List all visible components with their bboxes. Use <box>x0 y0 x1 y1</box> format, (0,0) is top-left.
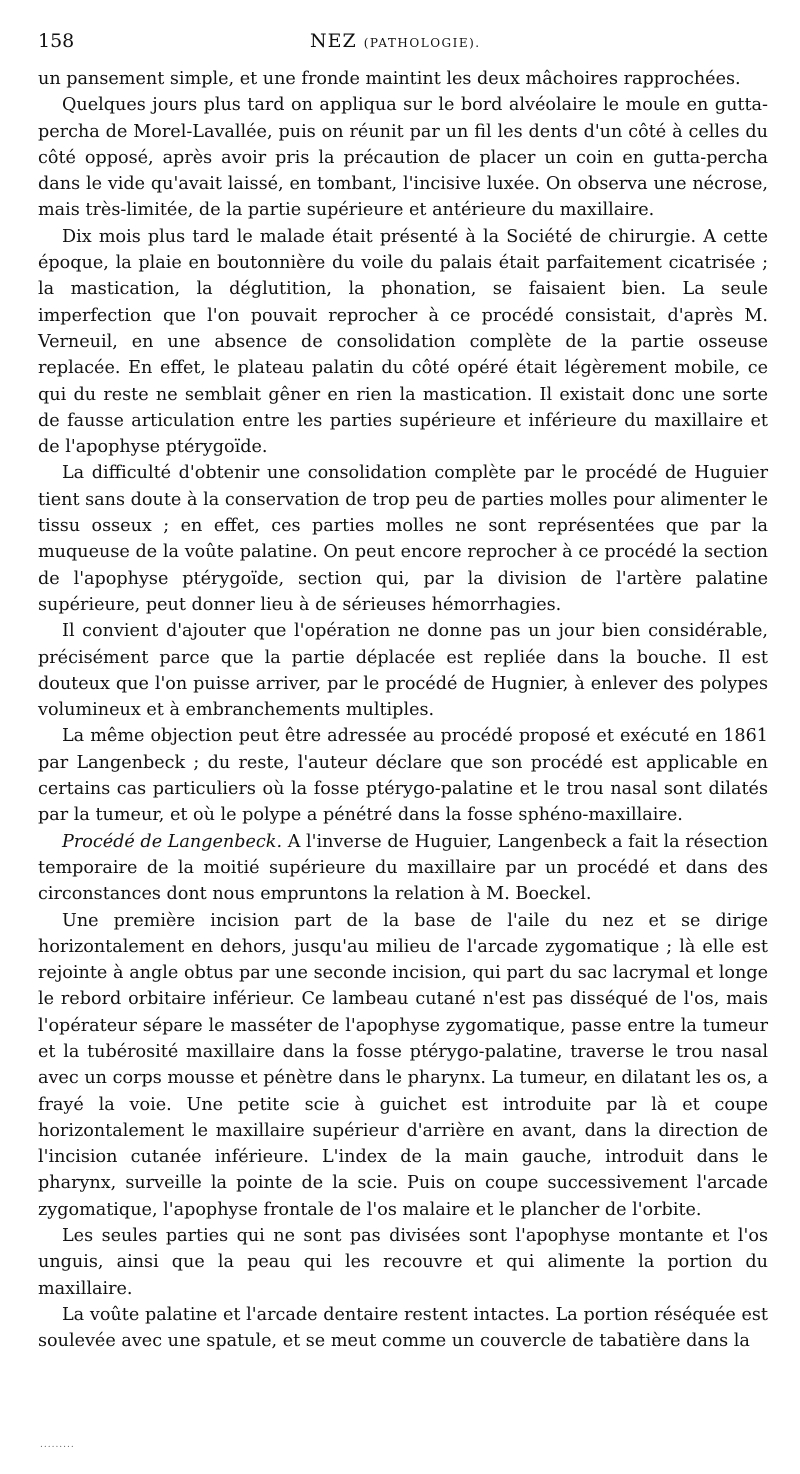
paragraph: Une première incision part de la base de l'aile du nez et se dirige horizontalement en dehors, jusqu'au milieu de l'arcade zygomatique ; là elle est rejointe à angle obtus par une seconde incision, qui part du sac lacrymal et longe le rebord orbitaire inférieur. Ce lambeau cutané n'est pas disséqué de l'os, mais l'opérateur sépare le masséter de l'apophyse zygomatique, passe entre la tumeur et la tubérosité maxillaire dans la fosse ptérygo-palatine, traverse le trou nasal avec un corps mousse et pénètre dans le pharynx. La tumeur, en dilatant les os, a frayé la voie. Une petite scie à guichet est introduite par là et coupe horizontalement le maxillaire supérieur d'arrière en avant, dans la direction de l'incision cutanée inférieure. L'index de la main gauche, introduit dans le pharynx, surveille la pointe de la scie. Puis on coupe successivement l'arcade zygomatique, l'apophyse frontale de l'os malaire et le plancher de l'orbite. <box>38 910 768 1220</box>
paragraph: Dix mois plus tard le malade était présenté à la Société de chirurgie. A cette époque, la plaie en boutonnière du voile du palais était parfaitement cicatrisée ; la mastication, la déglutition, la phonation, se faisaient bien. La seule imperfection que l'on pouvait reprocher à ce procédé consistait, d'après M. Verneuil, en une absence de consolidation complète de la partie osseuse replacée. En effet, le plateau palatin du côté opéré était légèrement mobile, ce qui du reste ne semblait gêner en rien la mastication. Il existait donc une sorte de fausse articulation entre les parties supérieure et inférieure du maxillaire et de l'apophyse ptérygoïde. <box>38 226 768 458</box>
paragraph: Il convient d'ajouter que l'opération ne donne pas un jour bien considérable, précisément parce que la partie déplacée est repliée dans la bouche. Il est douteux que l'on puisse arriver, par le procédé de Hugnier, à enlever des polypes volumineux et à embranchements multiples. <box>38 621 768 721</box>
paragraph: Quelques jours plus tard on appliqua sur le bord alvéolaire le moule en gutta-percha de Morel-Lavallée, puis on réunit par un fil les dents d'un côté à celles du côté opposé, après avoir pris la précaution de placer un coin en gutta-percha dans le vide qu'avait laissé, en tombant, l'incisive luxée. On observa une nécrose, mais très-limitée, de la partie supérieure et antérieure du maxillaire. <box>38 95 768 221</box>
paragraph: La même objection peut être adressée au procédé proposé et exécuté en 1861 par Langenbeck ; du reste, l'auteur déclare que son procédé est applicable en certains cas particuliers où la fosse ptérygo-palatine et le trou nasal sont dilatés par la tumeur, et où le polype a pénétré dans la fosse sphéno-maxillaire. <box>38 726 768 826</box>
running-title-sub: (PATHOLOGIE). <box>363 36 481 50</box>
paragraph-text: A l'inverse de Huguier, Langenbeck a fait la résection temporaire de la moitié supérieure du maxillaire par un procédé et dans des circonstances dont nous empruntons la relation à M. Boeckel. <box>38 831 768 905</box>
paragraph <box>38 829 768 908</box>
paragraph: La voûte palatine et l'arcade dentaire restent intactes. La portion réséquée est soulevée avec une spatule, et se meut comme un couvercle de tabatière dans la <box>38 1304 768 1352</box>
page-body <box>38 66 768 1355</box>
page-header <box>38 30 768 60</box>
section-lead: Procédé de Langenbeck. <box>62 831 283 852</box>
paragraph: La difficulté d'obtenir une consolidation complète par le procédé de Huguier tient sans doute à la conservation de trop peu de parties molles pour alimenter le tissu osseux ; en effet, ces parties molles ne sont représentées que par la muqueuse de la voûte palatine. On peut encore reprocher à ce procédé la section de l'apophyse ptérygoïde, section qui, par la division de l'artère palatine supérieure, peut donner lieu à de sérieuses hémorrhagies. <box>38 463 768 615</box>
footer-scan-mark: ......... <box>40 1440 75 1450</box>
page-number: 158 <box>38 30 75 52</box>
running-title <box>310 30 481 52</box>
running-title-main: NEZ <box>310 30 357 52</box>
paragraph: Les seules parties qui ne sont pas divisées sont l'apophyse montante et l'os unguis, ainsi que la peau qui les recouvre et qui alimente la portion du maxillaire. <box>38 1226 768 1299</box>
book-page <box>38 30 768 1355</box>
paragraph: un pansement simple, et une fronde maintint les deux mâchoires rapprochées. <box>38 69 741 89</box>
